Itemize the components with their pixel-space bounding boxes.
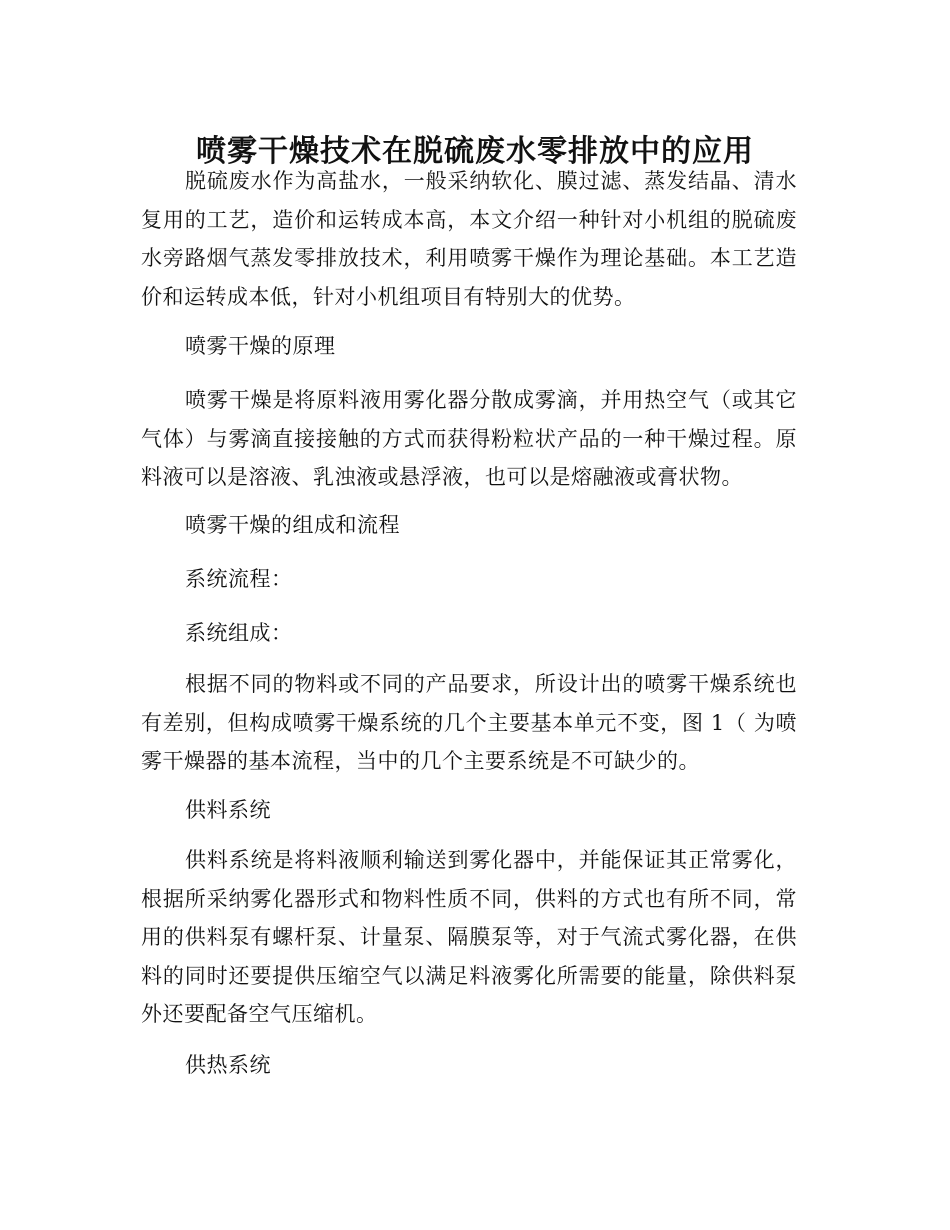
section-heading-components: 系统组成： xyxy=(185,621,293,645)
principle-paragraph: 喷雾干燥是将原料液用雾化器分散成雾滴，并用热空气（或其它气体）与雾滴直接接触的方式而获得粉粒状产品的一种干燥过程。原料液可以是溶液、乳浊液或悬浮液，也可以是熔融液或膏状物。 xyxy=(141,388,797,489)
section-heading-process: 系统流程： xyxy=(185,567,293,591)
document-title: 喷雾干燥技术在脱硫废水零排放中的应用 xyxy=(196,134,754,170)
section-heading-heat-system: 供热系统 xyxy=(185,1053,271,1077)
intro-paragraph: 脱硫废水作为高盐水，一般采纳软化、膜过滤、蒸发结晶、清水复用的工艺，造价和运转成本高，本文介绍一种针对小机组的脱硫废水旁路烟气蒸发零排放技术，利用喷雾干燥作为理论基础。本工艺造价和运转成本低，针对小机组项目有特别大的优势。 xyxy=(141,169,797,309)
section-heading-principle: 喷雾干燥的原理 xyxy=(185,334,336,358)
section-heading-composition: 喷雾干燥的组成和流程 xyxy=(185,513,400,537)
section-heading-feed-system: 供料系统 xyxy=(185,798,271,822)
feed-system-paragraph: 供料系统是将料液顺利输送到雾化器中，并能保证其正常雾化，根据所采纳雾化器形式和物料性质不同，供料的方式也有所不同，常用的供料泵有螺杆泵、计量泵、隔膜泵等，对于气流式雾化器，在供料的同时还要提供压缩空气以满足料液雾化所需要的能量，除供料泵外还要配备空气压缩机。 xyxy=(141,848,797,1026)
components-paragraph: 根据不同的物料或不同的产品要求，所设计出的喷雾干燥系统也有差别，但构成喷雾干燥系统的几个主要基本单元不变，图 1（ 为喷雾干燥器的基本流程，当中的几个主要系统是不可缺少的。 xyxy=(141,672,797,773)
